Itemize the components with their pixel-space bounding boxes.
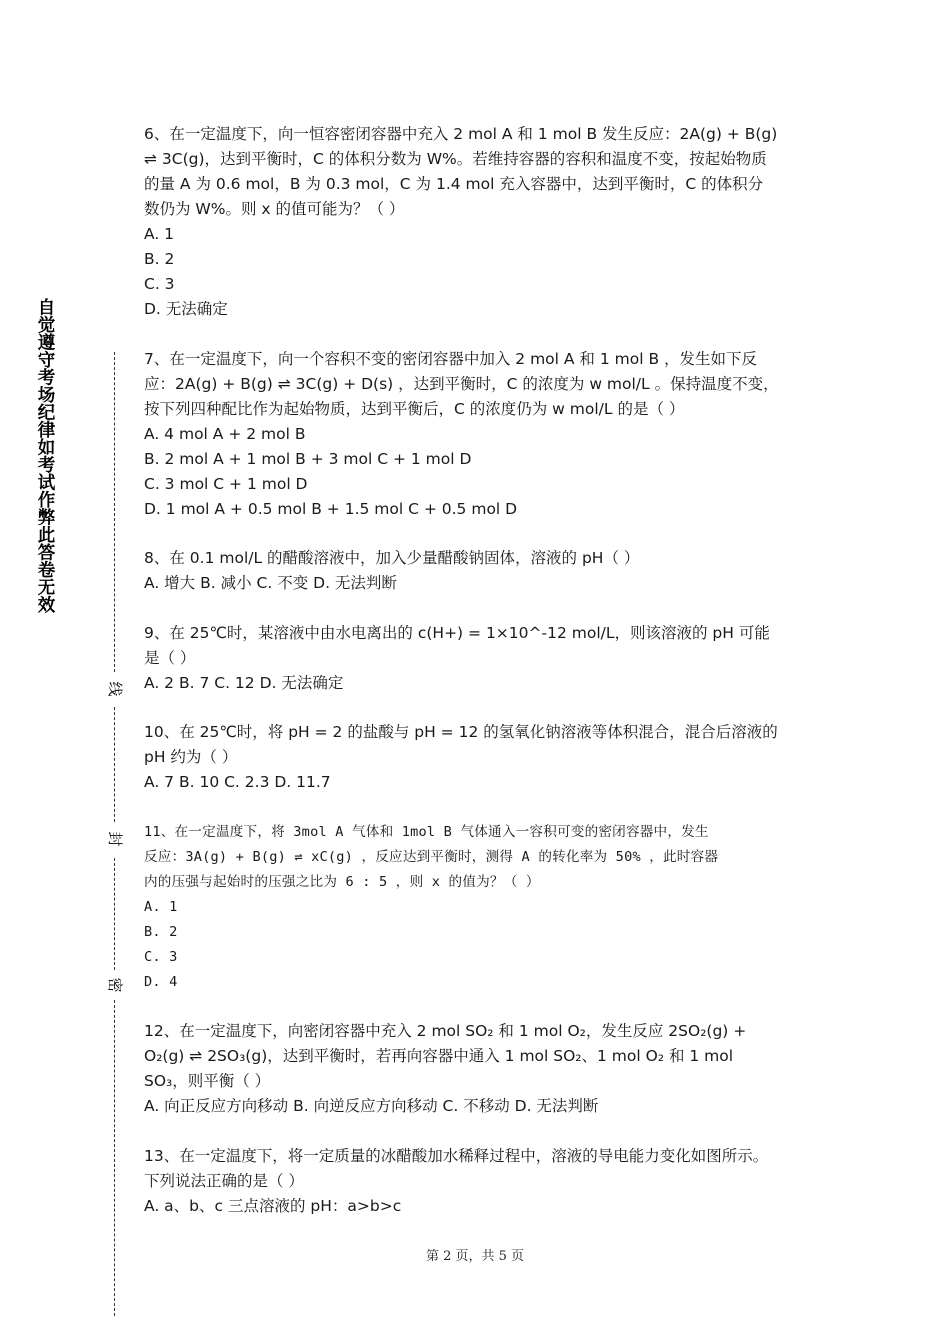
question-9-options: A. 2 B. 7 C. 12 D. 无法确定 — [144, 673, 344, 692]
binding-label-feng: 封 — [106, 831, 124, 847]
question-7-option-a: A. 4 mol A + 2 mol B — [144, 424, 306, 443]
question-10-options: A. 7 B. 10 C. 2.3 D. 11.7 — [144, 773, 331, 791]
question-11-stem: 反应：3A(g) + B(g) ⇌ xC(g) ，反应达到平衡时，测得 A 的转化率为 50% ，此时容器 — [144, 848, 719, 865]
question-12-stem: SO₃，则平衡（ ） — [144, 1072, 271, 1090]
binding-dashed-line — [114, 1000, 115, 1316]
binding-label-xian: 线 — [106, 681, 124, 697]
question-12-options: A. 向正反应方向移动 B. 向逆反应方向移动 C. 不移动 D. 无法判断 — [144, 1097, 599, 1115]
question-12 — [144, 1019, 812, 1119]
binding-label-mi: 密 — [106, 977, 124, 993]
question-7-stem: 7、在一定温度下，向一个容积不变的密闭容器中加入 2 mol A 和 1 mol B ，发生如下反 — [144, 349, 758, 368]
page-number: 第 2 页，共 5 页 — [425, 1249, 525, 1264]
question-8 — [144, 546, 812, 596]
binding-dashed-line — [114, 858, 115, 970]
question-11-option-a: A. 1 — [144, 898, 178, 915]
question-8-options: A. 增大 B. 减小 C. 不变 D. 无法判断 — [144, 574, 397, 592]
question-7 — [144, 347, 812, 522]
question-6-stem: 6、在一定温度下，向一恒容密闭容器中充入 2 mol A 和 1 mol B 发生反应：2A(g) + B(g) — [144, 125, 778, 143]
question-9 — [144, 621, 812, 696]
question-13-stem: 下列说法正确的是（ ） — [144, 1171, 304, 1190]
question-6 — [144, 122, 812, 322]
question-11-option-d: D. 4 — [144, 973, 178, 990]
question-11-stem: 内的压强与起始时的压强之比为 6 : 5 ，则 x 的值为？（ ） — [144, 873, 540, 890]
question-11 — [144, 820, 812, 995]
question-6-stem: 数仍为 W%。则 x 的值可能为？（ ） — [144, 200, 405, 218]
question-6-stem: 的量 A 为 0.6 mol，B 为 0.3 mol，C 为 1.4 mol 充入容器中，达到平衡时，C 的体积分 — [144, 175, 764, 193]
question-11-stem: 11、在一定温度下，将 3mol A 气体和 1mol B 气体通入一容积可变的密闭容器中，发生 — [144, 823, 709, 840]
question-12-stem: O₂(g) ⇌ 2SO₃(g)，达到平衡时，若再向容器中通入 1 mol SO₂、1 mol O₂ 和 1 mol — [144, 1047, 734, 1065]
question-6-stem: ⇌ 3C(g)，达到平衡时，C 的体积分数为 W%。若维持容器的容积和温度不变，按起始物质 — [144, 150, 767, 168]
question-7-stem: 按下列四种配比作为起始物质，达到平衡后，C 的浓度仍为 w mol/L 的是（ ） — [144, 399, 685, 418]
question-10 — [144, 720, 812, 795]
question-9-stem: 9、在 25℃时，某溶液中由水电离出的 c(H+) = 1×10^-12 mol/L，则该溶液的 pH 可能 — [144, 623, 770, 642]
question-11-option-c: C. 3 — [144, 948, 178, 965]
question-6-option-d: D. 无法确定 — [144, 300, 228, 318]
binding-dashed-line — [114, 352, 115, 672]
question-8-stem: 8、在 0.1 mol/L 的醋酸溶液中，加入少量醋酸钠固体，溶液的 pH（ ） — [144, 549, 640, 567]
question-13-stem: 13、在一定温度下，将一定质量的冰醋酸加水稀释过程中，溶液的导电能力变化如图所示。 — [144, 1146, 769, 1165]
question-7-option-c: C. 3 mol C + 1 mol D — [144, 474, 308, 493]
question-7-option-b: B. 2 mol A + 1 mol B + 3 mol C + 1 mol D — [144, 449, 472, 468]
question-10-stem: 10、在 25℃时，将 pH = 2 的盐酸与 pH = 12 的氢氧化钠溶液等体积混合，混合后溶液的 — [144, 723, 778, 741]
question-7-option-d: D. 1 mol A + 0.5 mol B + 1.5 mol C + 0.5 mol D — [144, 499, 518, 518]
question-7-stem: 应：2A(g) + B(g) ⇌ 3C(g) + D(s) ，达到平衡时，C 的浓度为 w mol/L 。保持温度不变， — [144, 374, 779, 393]
question-6-option-a: A. 1 — [144, 225, 175, 243]
question-12-stem: 12、在一定温度下，向密闭容器中充入 2 mol SO₂ 和 1 mol O₂，发生反应 2SO₂(g) + — [144, 1022, 747, 1040]
question-9-stem: 是（ ） — [144, 648, 196, 667]
question-13 — [144, 1144, 812, 1219]
binding-dashed-line — [114, 707, 115, 822]
question-6-option-c: C. 3 — [144, 275, 175, 293]
exam-discipline-warning: 自觉遵守考场纪律如考试作弊此答卷无效 — [35, 298, 55, 613]
question-list — [144, 122, 812, 1243]
question-13-option-a: A. a、b、c 三点溶液的 pH：a>b>c — [144, 1196, 402, 1215]
question-10-stem: pH 约为（ ） — [144, 748, 238, 766]
question-11-option-b: B. 2 — [144, 923, 178, 940]
question-6-option-b: B. 2 — [144, 250, 175, 268]
